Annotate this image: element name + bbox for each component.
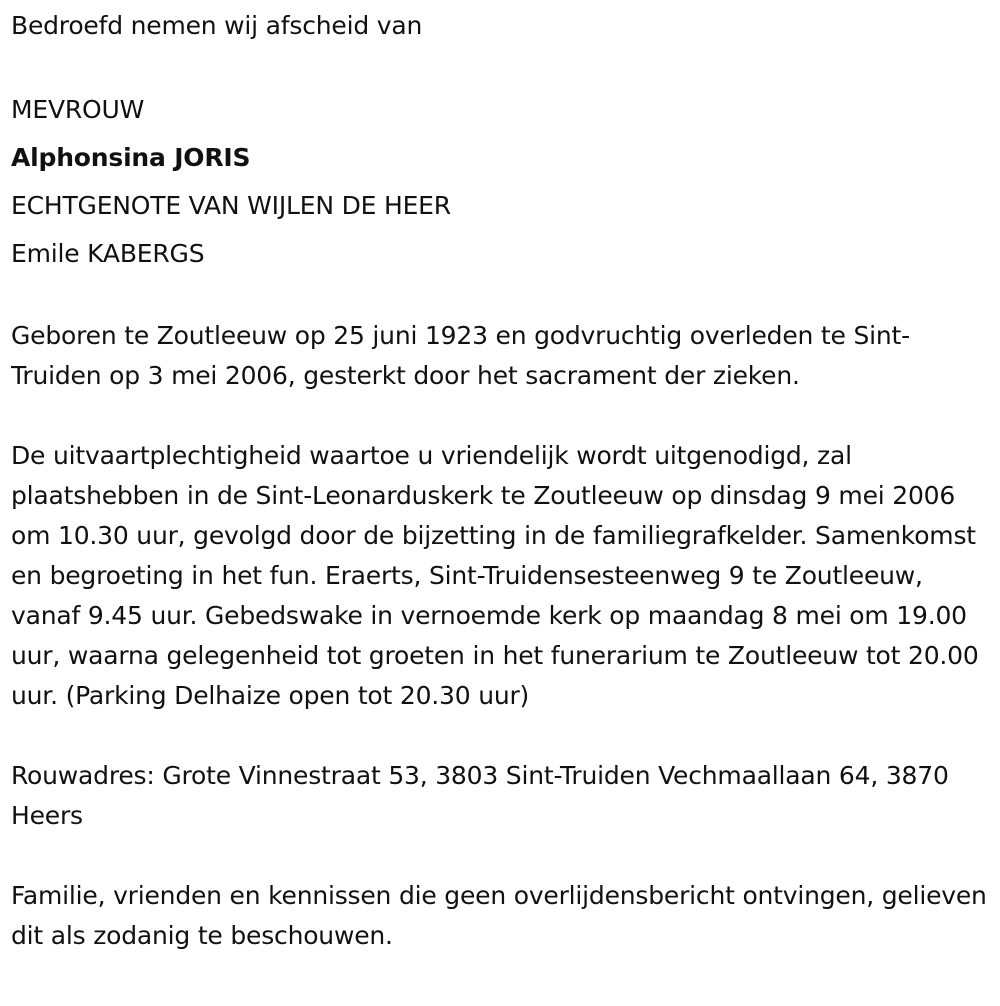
intro-text: Bedroefd nemen wij afscheid van [11,11,423,40]
deceased-header [11,86,996,278]
closing-paragraph: Familie, vrienden en kennissen die geen overlijdensbericht ontvingen, gelieven dit als zodanig te beschouwen. [11,881,987,950]
honorific: MEVROUW [11,95,145,124]
spouse-name: Emile KABERGS [11,239,205,268]
mourning-address: Rouwadres: Grote Vinnestraat 53, 3803 Sint-Truiden Vechmaallaan 64, 3870 Heers [11,761,949,830]
birth-death-paragraph: Geboren te Zoutleeuw op 25 juni 1923 en godvruchtig overleden te Sint-Truiden op 3 mei 2006, gesterkt door het sacrament der zieken. [11,321,910,390]
relation-text: ECHTGENOTE VAN WIJLEN DE HEER [11,191,451,220]
funeral-paragraph: De uitvaartplechtigheid waartoe u vriendelijk wordt uitgenodigd, zal plaatshebben in de Sint-Leonarduskerk te Zoutleeuw op dinsdag 9 mei 2006 om 10.30 uur, gevolgd door de bijzetting in de familiegrafkelder. Samenkomst en begroeting in het fun. Eraerts, Sint-Truidensesteenweg 9 te Zoutleeuw, vanaf 9.45 uur. Gebedswake in vernoemde kerk op maandag 8 mei om 19.00 uur, waarna gelegenheid tot groeten in het funerarium te Zoutleeuw tot 20.00 uur. (Parking Delhaize open tot 20.30 uur) [11,441,979,710]
obituary-notice [11,0,996,956]
deceased-name: Alphonsina JORIS [11,143,251,172]
